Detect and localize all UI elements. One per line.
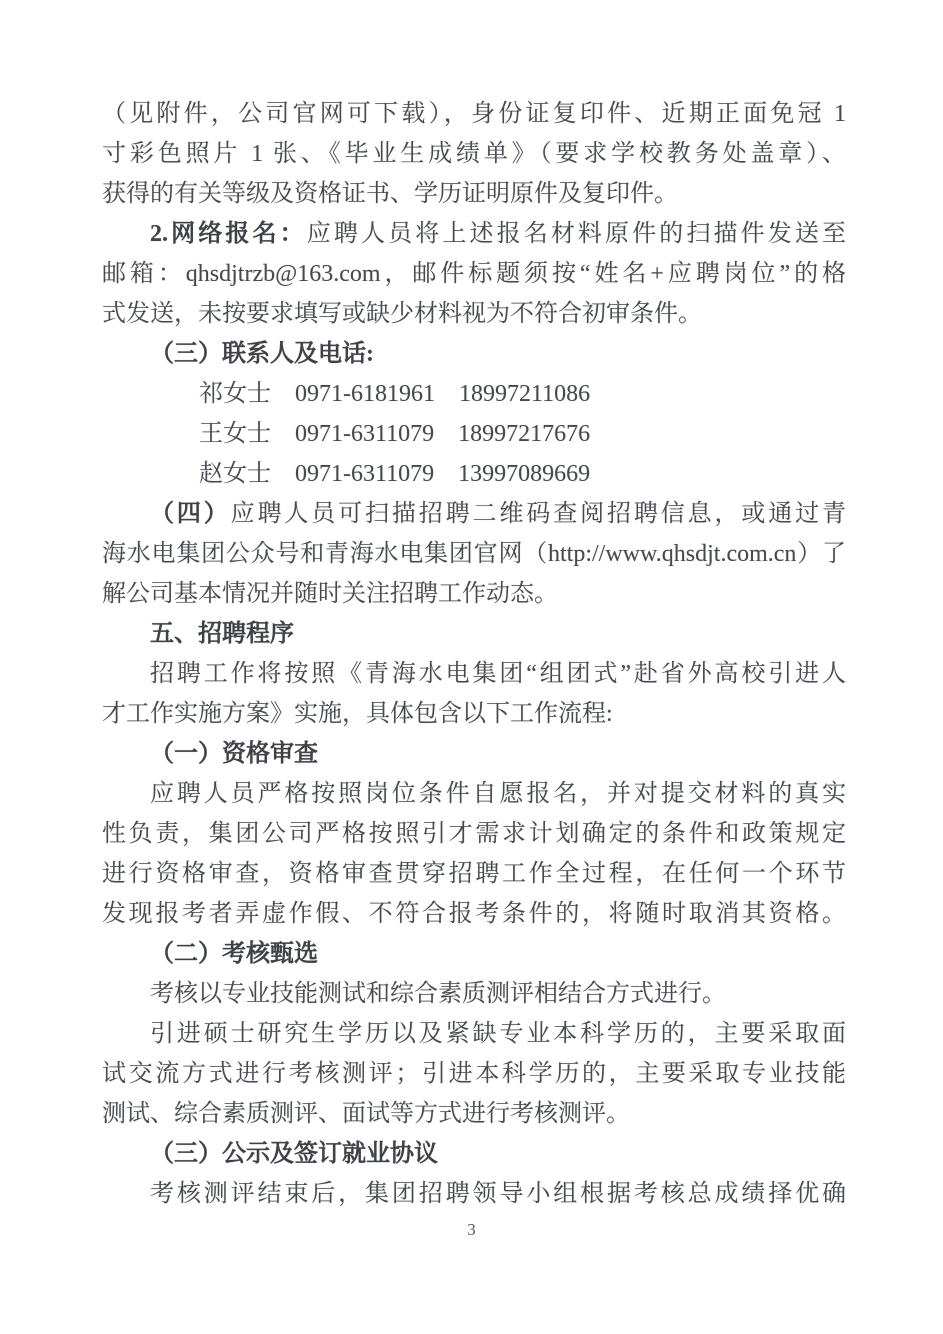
text-segment: 测试、综合素质测评、面试等方式进行考核测评。 [102, 1101, 630, 1127]
text-segment: 祁女士 0971-6181961 18997211086 [199, 381, 591, 407]
text-line [102, 214, 846, 254]
text-line [102, 894, 846, 934]
text-segment: 应聘人员严格按照岗位条件自愿报名，并对提交材料的真实 [150, 781, 846, 807]
text-line [102, 934, 846, 974]
text-segment: 寸彩色照片 1 张、《毕业生成绩单》（要求学校教务处盖章）、 [102, 141, 846, 167]
text-segment: 应聘人员可扫描招聘二维码查阅招聘信息，或通过青 [230, 501, 846, 527]
bold-text-segment: （二）考核甄选 [150, 941, 318, 967]
text-segment: 赵女士 0971-6311079 13997089669 [199, 461, 591, 487]
text-line [102, 494, 846, 534]
text-segment: 解公司基本情况并随时关注招聘工作动态。 [102, 581, 558, 607]
text-line [102, 974, 846, 1014]
bold-text-segment: 2.网络报名： [150, 221, 307, 247]
bold-text-segment: （四） [150, 501, 231, 527]
text-segment: 王女士 0971-6311079 18997217676 [199, 421, 591, 447]
bold-text-segment: （一）资格审查 [150, 741, 318, 767]
text-segment: 性负责，集团公司严格按照引才需求计划确定的条件和政策规定 [102, 821, 846, 847]
text-line [102, 654, 846, 694]
page-number: 3 [467, 1220, 476, 1239]
text-line [102, 1054, 846, 1094]
text-line [102, 694, 846, 734]
text-segment: 应聘人员将上述报名材料原件的扫描件发送至 [306, 221, 846, 247]
text-line [102, 774, 846, 814]
text-line [102, 294, 846, 334]
text-line [102, 94, 846, 134]
text-line [102, 574, 846, 614]
text-line [102, 414, 846, 454]
bold-text-segment: （三）公示及签订就业协议 [150, 1141, 438, 1167]
bold-text-segment: （三）联系人及电话: [150, 341, 374, 367]
text-line [102, 814, 846, 854]
text-line [102, 854, 846, 894]
bold-text-segment: 五、招聘程序 [150, 621, 294, 647]
text-segment: 发现报考者弄虚作假、不符合报考条件的，将随时取消其资格。 [102, 901, 846, 927]
text-segment: 招聘工作将按照《青海水电集团“组团式”赴省外高校引进人 [150, 661, 846, 687]
text-line [102, 374, 846, 414]
text-line [102, 734, 846, 774]
text-segment: 引进硕士研究生学历以及紧缺专业本科学历的，主要采取面 [150, 1021, 846, 1047]
text-segment: （见附件，公司官网可下载），身份证复印件、近期正面免冠 1 [102, 101, 846, 127]
text-line [102, 1094, 846, 1134]
text-segment: 海水电集团公众号和青海水电集团官网（http://www.qhsdjt.com.cn）了 [102, 541, 846, 567]
text-line [102, 454, 846, 494]
text-segment: 式发送，未按要求填写或缺少材料视为不符合初审条件。 [102, 301, 702, 327]
text-line [102, 254, 846, 294]
text-line [102, 134, 846, 174]
document-lines [102, 94, 846, 1214]
text-line [102, 174, 846, 214]
text-line [102, 614, 846, 654]
text-segment: 考核以专业技能测试和综合素质测评相结合方式进行。 [150, 981, 726, 1007]
text-segment: 获得的有关等级及资格证书、学历证明原件及复印件。 [102, 181, 678, 207]
text-segment: 考核测评结束后，集团招聘领导小组根据考核总成绩择优确 [150, 1181, 846, 1207]
text-segment: 试交流方式进行考核测评；引进本科学历的，主要采取专业技能 [102, 1061, 846, 1087]
text-line [102, 1014, 846, 1054]
text-segment: 进行资格审查，资格审查贯穿招聘工作全过程，在任何一个环节 [102, 861, 846, 887]
text-line [102, 1174, 846, 1214]
text-segment: 才工作实施方案》实施，具体包含以下工作流程: [102, 701, 613, 727]
text-segment: 邮箱：qhsdjtrzb@163.com，邮件标题须按“姓名+应聘岗位”的格 [102, 261, 846, 287]
text-line [102, 1134, 846, 1174]
text-line [102, 534, 846, 574]
text-line [102, 334, 846, 374]
